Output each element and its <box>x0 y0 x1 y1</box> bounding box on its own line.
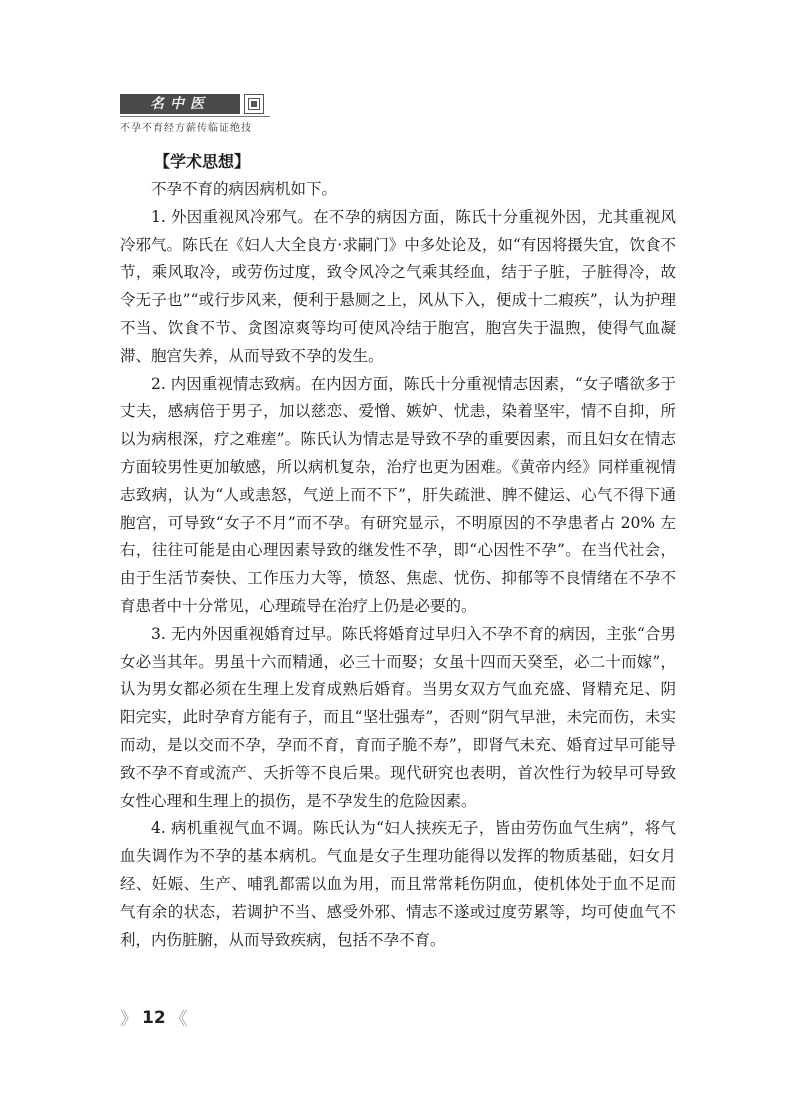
paragraph-external-cause: 1. 外因重视风冷邪气。在不孕的病因方面，陈氏十分重视外因，尤其重视风冷邪气。陈氏在《妇人大全良方·求嗣门》中多处论及，如“有因将摄失宜，饮食不节，乘风取冷，或劳伤过度，致令风冷之气乘其经血，结于子脏，子脏得冷，故令无子也”“或行步风来，便利于悬厕之上，风从下入，便成十二瘕疾”，认为护理不当、饮食不节、贪图凉爽等均可使风冷结于胞宫，胞宫失于温煦，使得气血凝滞、胞宫失养，从而导致不孕的发生。 <box>120 207 676 365</box>
header-divider <box>120 116 270 117</box>
left-chevron-icon: 》 <box>120 1009 138 1030</box>
page-number: 12 <box>142 1008 166 1028</box>
book-subtitle: 不孕不育经方薪传临证绝技 <box>120 123 252 134</box>
section-heading: 【学术思想】 <box>154 152 251 171</box>
main-text <box>120 148 676 954</box>
right-chevron-icon: 《 <box>169 1009 188 1030</box>
running-header <box>120 94 268 134</box>
paragraph-internal-cause: 2. 内因重视情志致病。在内因方面，陈氏十分重视情志因素，“女子嗜欲多于丈夫，感病倍于男子，加以慈恋、爱憎、嫉妒、忧恚，染着坚牢，情不自抑，所以为病根深，疗之难瘥”。陈氏认为情志是导致不孕的重要因素，而且妇女在情志方面较男性更加敏感，所以病机复杂，治疗也更为困难。《黄帝内经》同样重视情志致病，认为“人或恚怒，气逆上而不下”，肝失疏泄、脾不健运、心气不得下通胞宫，可导致“女子不月”而不孕。有研究显示，不明原因的不孕患者占 20% 左右，往往可能是由心理因素导致的继发性不孕，即“心因性不孕”。在当代社会，由于生活节奏快、工作压力大等，愤怒、焦虑、忧伤、抑郁等不良情绪在不孕不育患者中十分常见，心理疏导在治疗上仍是必要的。 <box>120 374 676 615</box>
page-footer <box>120 1004 188 1032</box>
square-spiral-logo-icon <box>244 94 264 114</box>
paragraph-early-marriage: 3. 无内外因重视婚育过早。陈氏将婚育过早归入不孕不育的病因，主张“合男女必当其年。男虽十六而精通，必三十而娶；女虽十四而天癸至，必二十而嫁”，认为男女都必须在生理上发育成熟后婚育。当男女双方气血充盛、肾精充足、阴阳完实，此时孕育方能有子，而且“坚壮强寿”，否则“阴气早泄，未完而伤，未实而动，是以交而不孕，孕而不育，育而子脆不寿”，即肾气未充、婚育过早可能导致不孕不育或流产、夭折等不良后果。现代研究也表明，首次性行为较早可导致女性心理和生理上的损伤，是不孕发生的危险因素。 <box>120 624 676 810</box>
paragraph-qi-blood: 4. 病机重视气血不调。陈氏认为“妇人挟疾无子，皆由劳伤血气生病”，将气血失调作为不孕的基本病机。气血是女子生理功能得以发挥的物质基础，妇女月经、妊娠、生产、哺乳都需以血为用，而且常常耗伤阴血，使机体处于血不足而气有余的状态，若调护不当、感受外邪、情志不遂或过度劳累等，均可使血气不利，内伤脏腑，从而导致疾病，包括不孕不育。 <box>120 819 676 949</box>
intro-paragraph: 不孕不育的病因病机如下。 <box>151 180 338 198</box>
series-banner: 名中医 <box>120 94 240 114</box>
